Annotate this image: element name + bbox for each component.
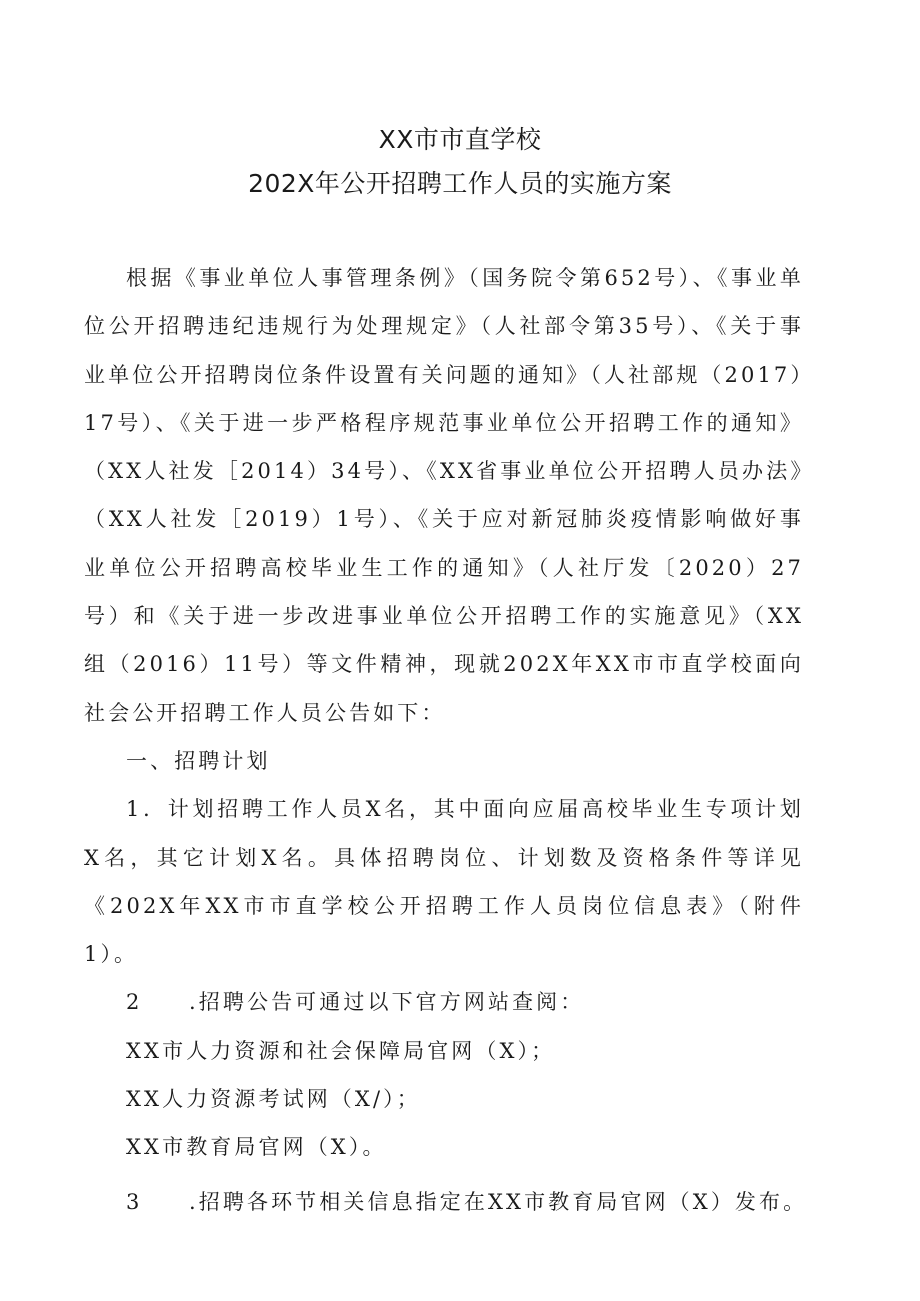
item-3-text: .招聘各环节相关信息指定在XX市教育局官网（X）发布。: [189, 1189, 808, 1214]
section-heading-recruitment-plan: 一、招聘计划: [126, 748, 271, 773]
item-3-paragraph: [84, 1178, 808, 1226]
title-line-2: 202X年公开招聘工作人员的实施方案: [248, 169, 672, 198]
intro-paragraph: 根据《事业单位人事管理条例》（国务院令第652号）、《事业单位公开招聘违纪违规行为处理规定》（人社部令第35号）、《关于事业单位公开招聘岗位条件设置有关问题的通知》（人社部规（2017）17号）、《关于进一步严格程序规范事业单位公开招聘工作的通知》（XX人社发［2014）34号）、《XX省事业单位公开招聘人员办法》（XX人社发［2019）1号）、《关于应对新冠肺炎疫情影响做好事业单位公开招聘高校毕业生工作的通知》（人社厅发〔2020）27号）和《关于进一步改进事业单位公开招聘工作的实施意见》（XX组（2016）11号）等文件精神，现就202X年XX市市直学校面向社会公开招聘工作人员公告如下：: [84, 266, 804, 725]
item-3-number: 3: [126, 1189, 143, 1214]
title-line-1: XX市市直学校: [378, 125, 542, 154]
item-2-text: .招聘公告可通过以下官方网站查阅：: [189, 990, 585, 1015]
website-line-3: XX市教育局官网（X）。: [126, 1135, 387, 1160]
website-line-1: XX市人力资源和社会保障局官网（X）；: [126, 1038, 556, 1063]
website-line-2: XX人力资源考试网（X/）；: [126, 1087, 421, 1112]
item-2-number: 2: [126, 990, 143, 1015]
document-body: [84, 254, 808, 1226]
document-title: [0, 118, 920, 206]
item-1-paragraph: 1．计划招聘工作人员X名，其中面向应届高校毕业生专项计划X名，其它计划X名。具体招聘岗位、计划数及资格条件等详见《202X年XX市市直学校公开招聘工作人员岗位信息表》（附件1）。: [84, 797, 804, 967]
item-2-paragraph: [84, 978, 804, 1026]
